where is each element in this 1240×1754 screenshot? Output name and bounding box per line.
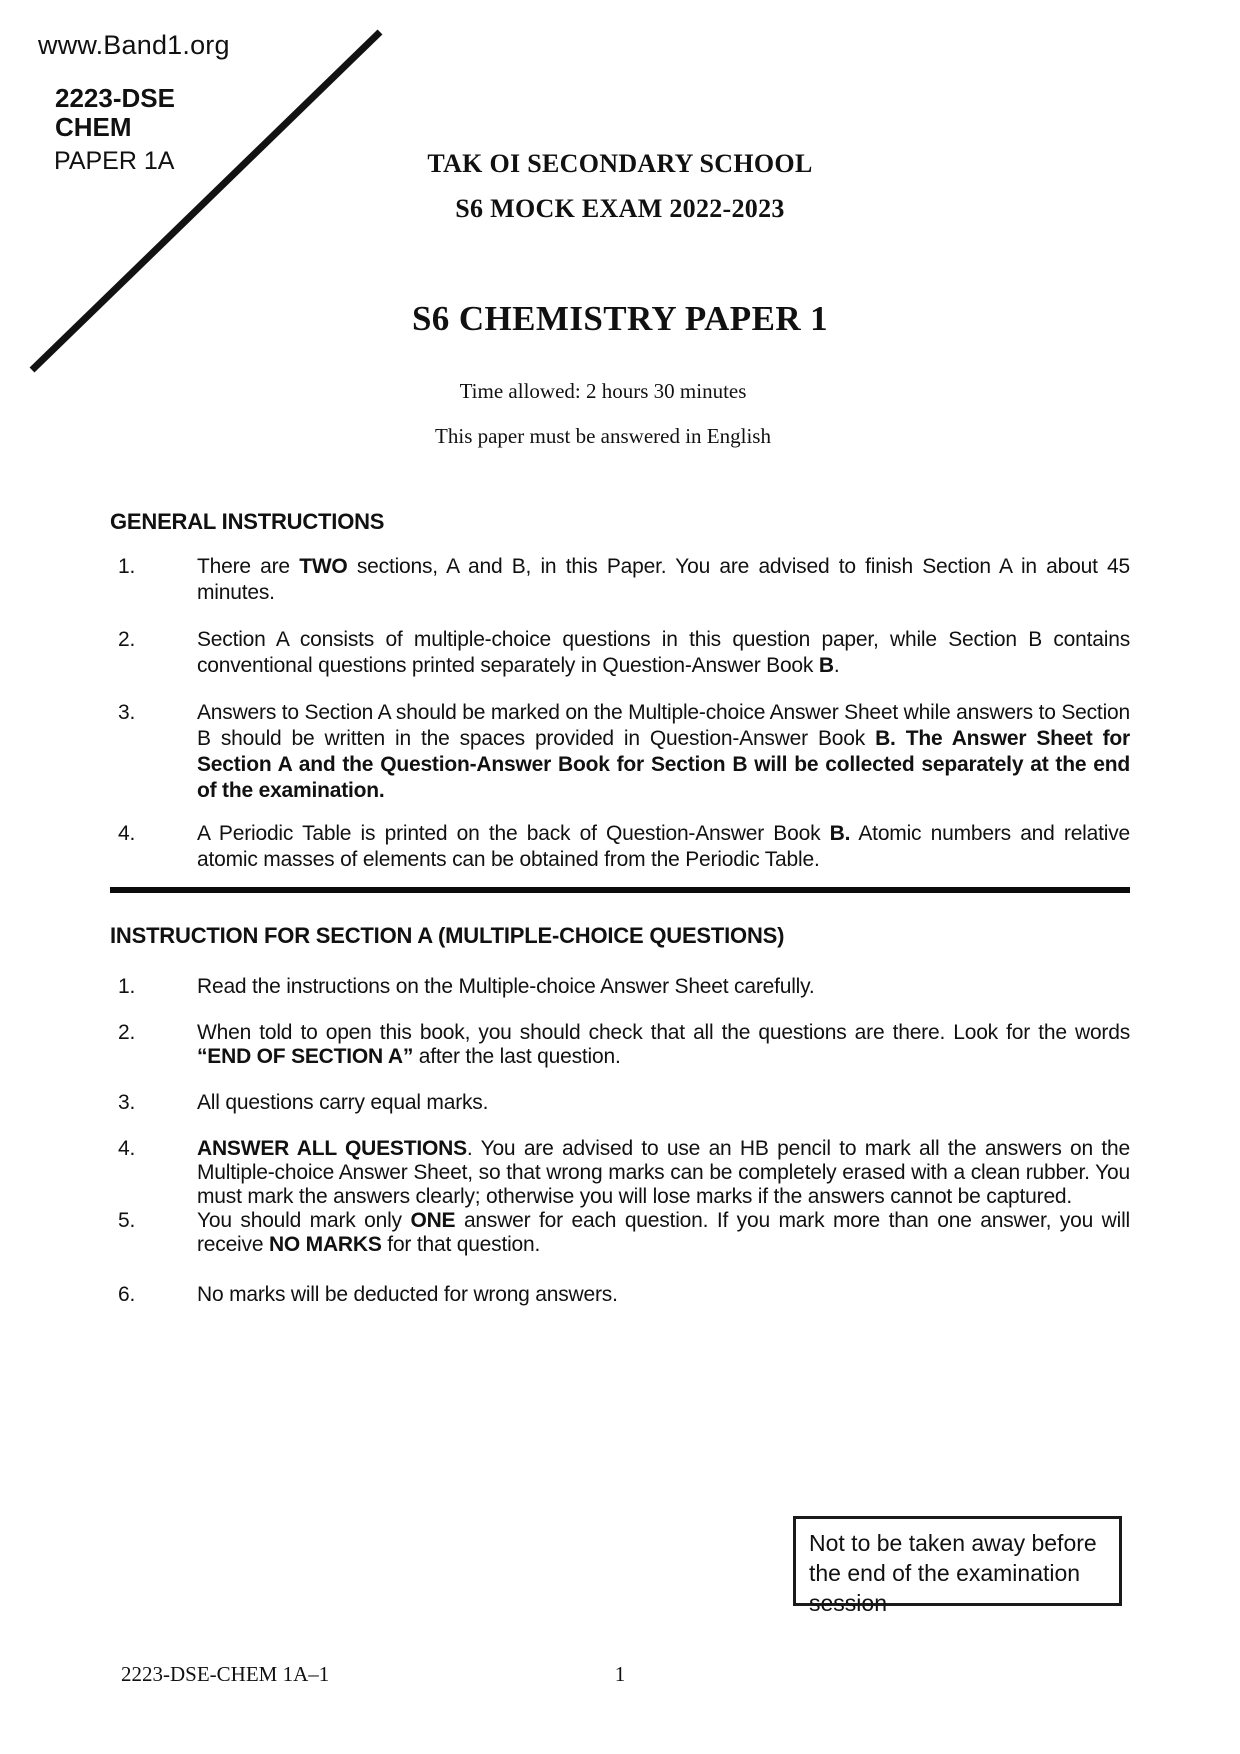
instructions-content (110, 509, 1130, 1329)
item-text: No marks will be deducted for wrong answers. (197, 1283, 618, 1306)
instruction-item (110, 1137, 1130, 1209)
item-number: 2. (118, 628, 136, 651)
time-allowed-note: Time allowed: 2 hours 30 minutes (459, 379, 747, 403)
item-text: Section A consists of multiple-choice questions in this question paper, while Section B contains conventional questions printed separately in Question-Answer Book B. (197, 628, 1130, 677)
footer-page-number: 1 (614, 1662, 626, 1686)
instruction-item (110, 627, 1130, 679)
item-number: 1. (118, 975, 136, 998)
instruction-item (110, 1021, 1130, 1069)
retention-notice-box (793, 1516, 1122, 1616)
instruction-item (110, 1209, 1130, 1257)
footer-paper-code: 2223-DSE-CHEM 1A–1 (121, 1662, 330, 1686)
section-divider-rule (110, 887, 1130, 893)
section-a-instructions-list (110, 975, 1130, 1307)
instruction-item (110, 1283, 1130, 1307)
item-text: When told to open this book, you should check that all the questions are there. Look for the words “END OF SECTION A” after the last question. (197, 1021, 1130, 1068)
instruction-item (110, 975, 1130, 999)
general-instructions-list (110, 554, 1130, 873)
item-number: 3. (118, 1091, 136, 1114)
item-number: 5. (118, 1209, 136, 1232)
item-number: 4. (118, 1137, 136, 1160)
item-text: Answers to Section A should be marked on the Multiple-choice Answer Sheet while answers to Section B should be written in the spaces provided in Question-Answer Book B. The Answer Sheet for Section A and the Question-Answer Book for Section B will be collected separately at the end of the examination. (197, 701, 1130, 802)
item-number: 2. (118, 1021, 136, 1044)
school-name: TAK OI SECONDARY SCHOOL (427, 149, 813, 178)
item-number: 6. (118, 1283, 136, 1306)
paper-label: PAPER 1A (54, 147, 175, 175)
general-instructions-heading: GENERAL INSTRUCTIONS (110, 509, 385, 534)
exam-name: S6 MOCK EXAM 2022-2023 (455, 194, 785, 223)
retention-notice-text: Not to be taken away before the end of the examination session (809, 1530, 1097, 1616)
session-code-line: 2223-DSE (55, 83, 175, 113)
paper-title: S6 CHEMISTRY PAPER 1 (411, 299, 829, 338)
item-text: ANSWER ALL QUESTIONS. You are advised to use an HB pencil to mark all the answers on the Multiple-choice Answer Sheet, so that wrong marks can be completely erased with a clean rubber. You must mark the answers clearly; otherwise you will lose marks if the answers cannot be captured. (197, 1137, 1130, 1208)
item-text: You should mark only ONE answer for each question. If you mark more than one answer, you will receive NO MARKS for that question. (197, 1209, 1131, 1256)
item-number: 4. (118, 822, 136, 845)
instruction-item (110, 1091, 1130, 1115)
instruction-item (110, 821, 1130, 873)
watermark-url: www.Band1.org (38, 30, 230, 60)
item-number: 3. (118, 701, 136, 724)
item-text: A Periodic Table is printed on the back of Question-Answer Book B. Atomic numbers and relative atomic masses of elements can be obtained from the Periodic Table. (197, 822, 1131, 871)
language-note: This paper must be answered in English (435, 424, 771, 448)
item-text: There are TWO sections, A and B, in this Paper. You are advised to finish Section A in about 45 minutes. (197, 555, 1130, 604)
item-text: All questions carry equal marks. (197, 1091, 489, 1114)
item-text: Read the instructions on the Multiple-choice Answer Sheet carefully. (197, 975, 815, 998)
instruction-item (110, 554, 1130, 606)
instruction-item (110, 700, 1130, 804)
subject-code-line: CHEM (55, 112, 132, 142)
section-a-instructions-heading: INSTRUCTION FOR SECTION A (MULTIPLE-CHOICE QUESTIONS) (110, 923, 785, 948)
item-number: 1. (118, 555, 136, 578)
